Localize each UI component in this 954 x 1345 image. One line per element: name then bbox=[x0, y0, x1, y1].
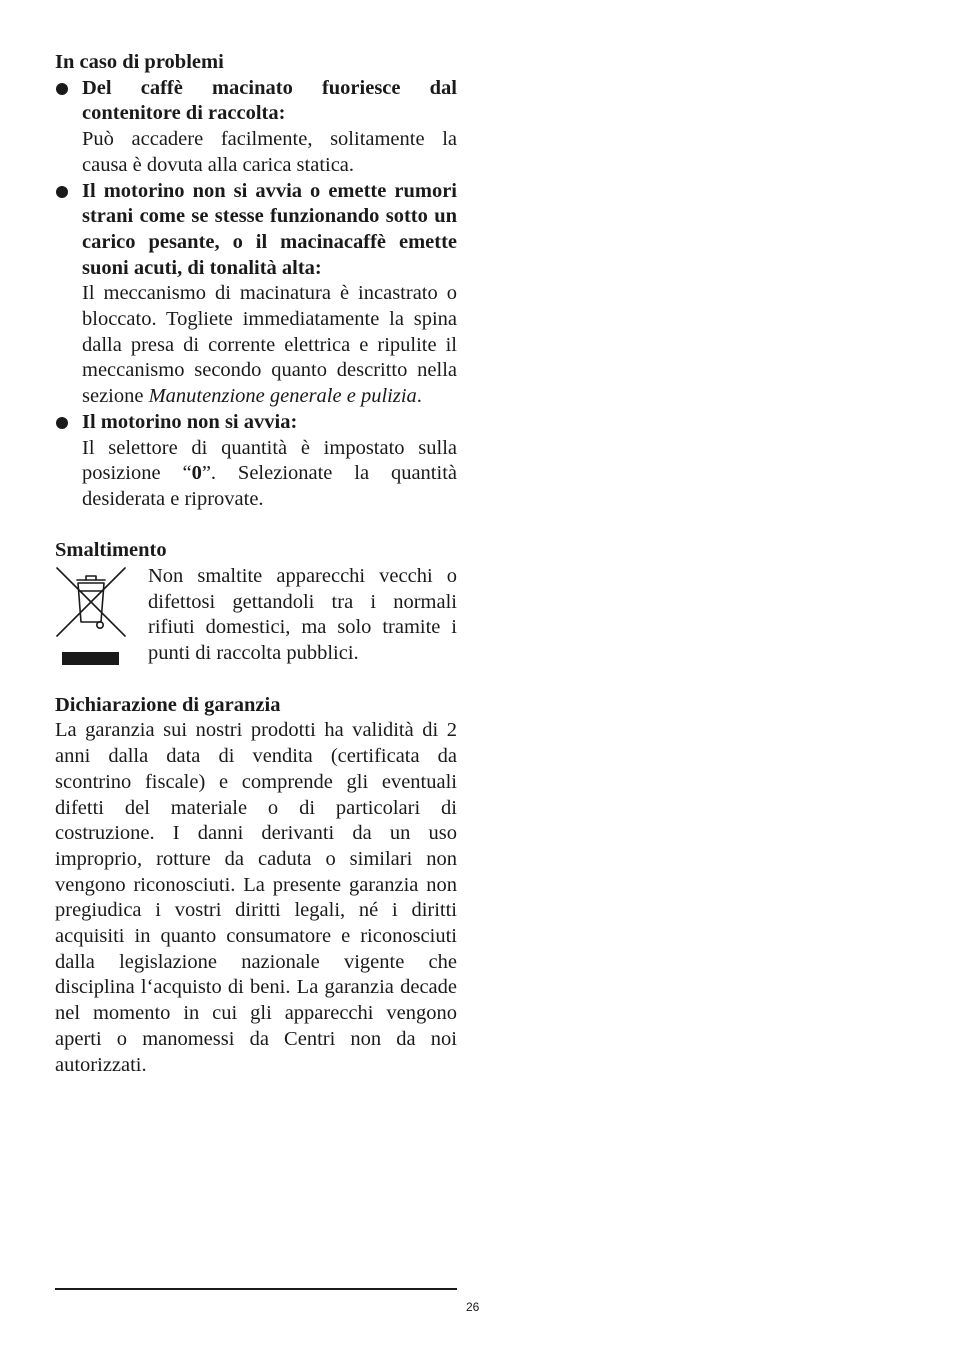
page-content bbox=[55, 50, 457, 1078]
section-reference: Manutenzione generale e pulizia bbox=[148, 385, 417, 408]
solution-text: Il selettore di quantità è impostato sulla posizione “ bbox=[82, 436, 457, 485]
warranty-heading: Dichiarazione di garanzia bbox=[55, 693, 281, 716]
solution-text-end: ”. Selezionate la quantità desiderata e riprovate. bbox=[82, 462, 457, 510]
page-number: 26 bbox=[466, 1300, 480, 1314]
crossed-out-wheelie-bin-icon bbox=[55, 566, 127, 666]
disposal-text: Non smaltite apparecchi vecchi o difettosi gettandoli tra i normali rifiuti domestici, ma solo tramite i punti di raccolta pubblici. bbox=[148, 565, 457, 665]
bullet-icon bbox=[56, 83, 68, 95]
problem-solution bbox=[82, 281, 457, 410]
disposal-section bbox=[55, 538, 457, 667]
section-spacer bbox=[55, 513, 457, 539]
problem-title: Il motorino non si avvia: bbox=[82, 410, 298, 433]
problems-heading: In caso di problemi bbox=[55, 51, 224, 73]
problem-solution bbox=[82, 436, 457, 513]
solution-text-end: . bbox=[416, 385, 422, 408]
disposal-block bbox=[55, 564, 457, 667]
warranty-section bbox=[55, 693, 457, 1079]
disposal-heading: Smaltimento bbox=[55, 539, 167, 562]
warranty-text: La garanzia sui nostri prodotti ha validità di 2 anni dalla data di vendita (certificata da scontrino fiscale) e comprende gli eventuali difetti del materiale o di particolari di costruzione. I danni derivanti da un uso improprio, rotture da caduta o similari non vengono riconosciuti. La presente garanzia non pregiudica i vostri diritti legali, né i diritti acquisiti in quanto consumatore e riconosciuti dalla legislazione nazionale vigente che disciplina l‘acquisto di beni. La garanzia decade nel momento in cui gli apparecchi vengono aperti o manomessi da Centri non da noi autorizzati. bbox=[55, 719, 457, 1076]
section-spacer bbox=[55, 667, 457, 693]
problem-item-motor-no-start bbox=[55, 410, 457, 513]
footer-rule bbox=[55, 1288, 457, 1290]
problem-title: Del caffè macinato fuoriesce dal contenitore di raccolta: bbox=[82, 76, 457, 125]
problems-section bbox=[55, 50, 457, 513]
problem-title: Il motorino non si avvia o emette rumori strani come se stesse funzionando sotto un carico pesante, o il macinacaffè emette suoni acuti, di tonalità alta: bbox=[82, 179, 457, 279]
problem-item-motor-noise bbox=[55, 179, 457, 410]
solution-text: Il meccanismo di macinatura è incastrato o bloccato. Togliete immediatamente la spina dalla presa di corrente elettrica e ripulite il meccanismo secondo quanto descritto nella sezione bbox=[82, 282, 457, 408]
problem-solution: Può accadere facilmente, solitamente la causa è dovuta alla carica statica. bbox=[82, 128, 457, 176]
bullet-icon bbox=[56, 417, 68, 429]
problem-item-static-charge bbox=[55, 76, 457, 179]
selector-position: 0 bbox=[191, 462, 202, 485]
bullet-icon bbox=[56, 186, 68, 198]
